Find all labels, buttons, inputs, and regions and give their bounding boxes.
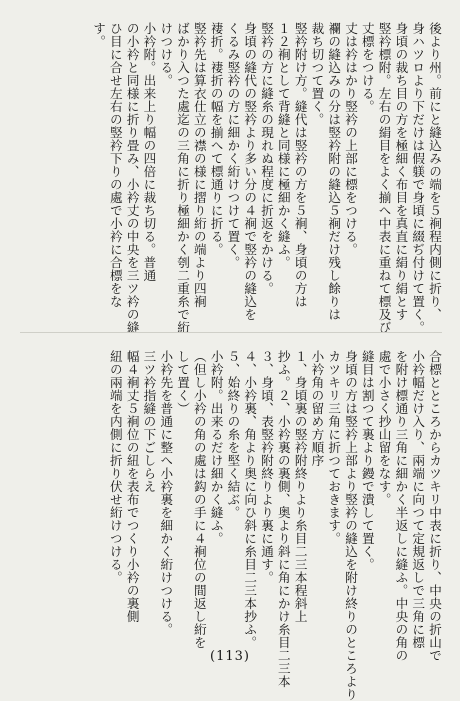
text-column: す。 [91,22,107,48]
text-column: の小衿と同様に折り畳み、小衿丈の中央を三ツ衿の縫 [124,22,140,334]
text-column: 小衿角の留め方順序 [309,350,325,467]
text-column: ３、身頃、表竪衿附終りより裏に通す。 [259,350,275,584]
text-column: 三ツ衿指縫の下ごしらえ [141,350,157,493]
text-column: 身ハツロより下だけは假躾で身頃に綴ぢ付けて置く。 [410,22,426,334]
text-column: 襴の縫込みの分は竪衿附の縫込５裥だけ残し餘りは [326,22,342,321]
text-column: を附け標通り三角に細かく半返しに縫ふ。中央の角の [393,350,409,662]
text-column: して置く） [175,350,191,415]
text-column: 合標とところからカツキリ中表に折り、中央の折山で [427,350,442,662]
page-number: (113) [210,649,250,664]
text-column: 丈は衿はかり竪衿の上部に標をつける。 [343,22,359,256]
text-column: 幅４裥丈５裥位の紐を表布でつくり小衿の裏側 [124,350,140,623]
text-column: 小衿幅だけ入り、兩端に向つて定規返しで三角に標 [410,350,426,649]
text-column: 竪衿標附。左右の絹目をよく揃へ中表に重ねて標及び [376,22,392,334]
text-column: 竪衿の方に縫糸の現れぬ程度に折返をかける。 [259,22,275,295]
text-column: 丈標をつける。 [359,22,375,113]
text-column: 後より州。前にと縫込みの端を５裥程内側に折り、 [427,22,442,321]
text-column: 身頃の方は竪衿上部より竪衿の縫込を附け終りのところより [343,350,359,701]
text-column: くるみ竪衿の方に細かく絎けつけて置く。 [225,22,241,269]
text-column: 小衿附。出来上り幅の四倍に裁ち切る。普通 [141,22,157,282]
text-column: １、身頃裏の竪衿附終りより糸目二三本程斜上 [292,350,308,623]
text-column: 身頃の裁ち目の方を極細く布目を真直に絹り絹とす [393,22,409,321]
text-column: 身頃の縫代の竪衿より多い分の４裥で竪衿の縫込を [242,22,258,321]
text-column: 竪衿先は算衣仕立の襟の様に摺り絎の端より四裥 [191,22,207,308]
text-column: 小衿先を普通に整へ小衿裏を細かく絎けつける。 [158,350,174,636]
text-column: 紐の兩端を内側に折り伏せ絎けつける。 [107,350,123,584]
text-column: 縫目は割つて裏より鏝で潰して置く。 [359,350,375,571]
text-column: カツキリ三角に折つておきます。 [326,350,342,545]
text-column: ５、始終りの糸を堅く結ぶ。 [225,350,241,519]
text-column: 竪衿附け方。縫代は竪衿の方を５裥、身頃の方は [292,22,308,308]
text-column: ４、小衿裏、角より奥に向ひ斜に糸目二三本抄ふ。 [242,350,258,649]
section-divider [20,332,442,333]
text-column: 褄折。褄折の幅を揃へて標通りに折る。 [208,22,224,256]
text-column: １２裥として背縫と同様に極細かく縫ふ。 [275,22,291,269]
text-column: （但し小衿の角の處は鈎の手に４裥位の間返し絎を [191,350,207,649]
text-column: 抄ふ。２、小衿裏の裏側、奥より斜に角にかけ糸目二三本 [275,350,291,688]
text-column: けつける。 [158,22,174,87]
text-column: 處で小さく抄山留をなす。 [376,350,392,506]
text-column: 裁ち切つて置く。 [309,22,325,126]
upper-text-block [26,22,442,334]
text-column: 小衿附。出来るだけ細かく縫ふ。 [208,350,224,545]
text-column: ひ目に合せ左右の竪衿下りの處で小衿に合標をな [107,22,123,308]
text-column: ばかり入つた處迄の三角に折り極細かく刳二重糸で絎 [175,22,191,334]
